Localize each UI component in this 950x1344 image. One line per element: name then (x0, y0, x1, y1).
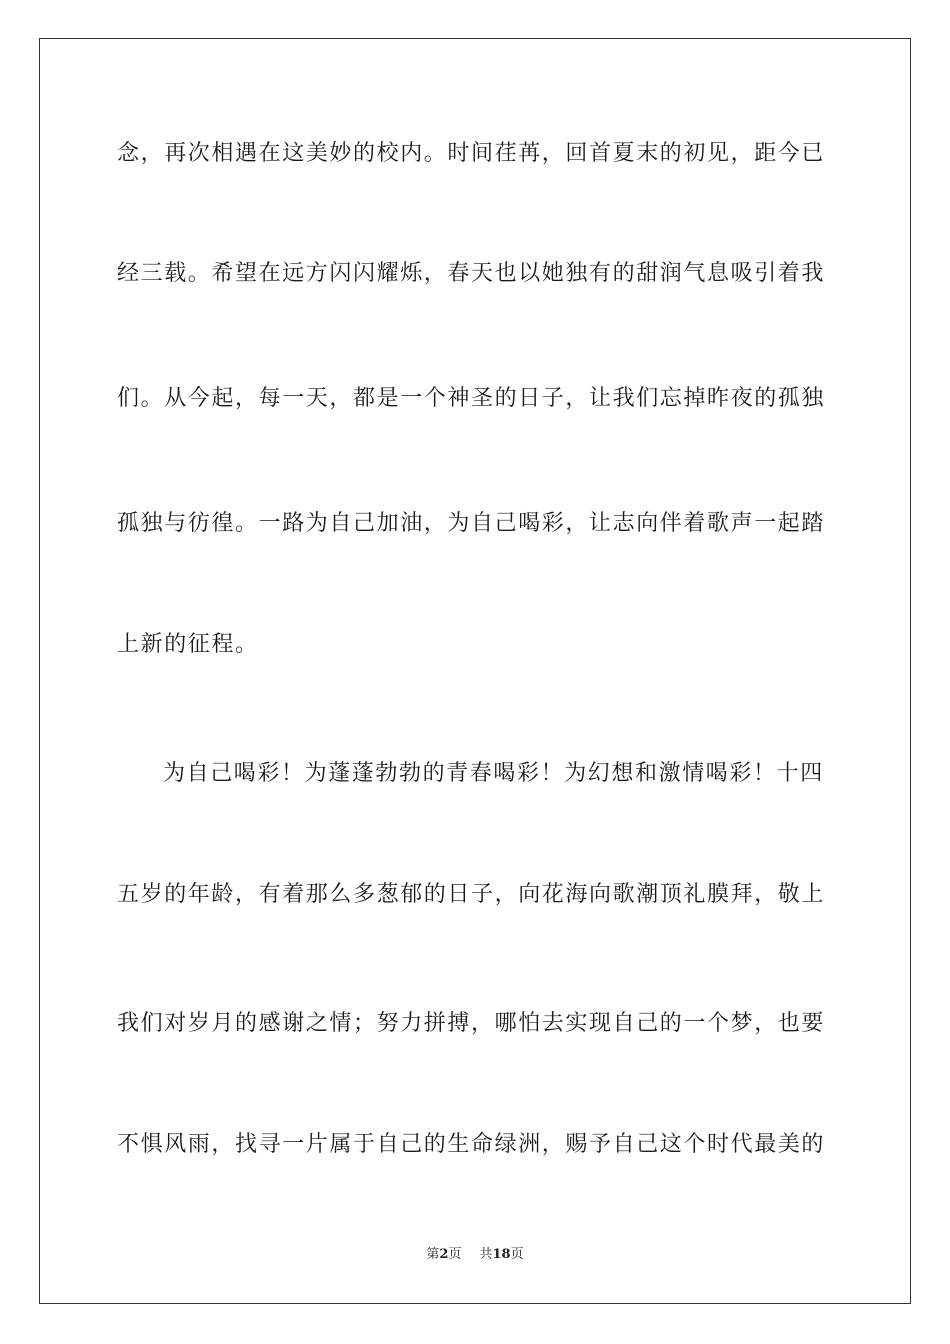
body-text-line: 们。从今起，每一天，都是一个神圣的日子，让我们忘掉昨夜的孤独 (117, 386, 826, 411)
body-text-line: 经三载。希望在远方闪闪耀烁，春天也以她独有的甜润气息吸引着我 (117, 261, 826, 286)
page-label-suffix: 页 (448, 1247, 462, 1262)
total-label-prefix: 共 (479, 1247, 493, 1262)
body-text-line: 孤独与彷徨。一路为自己加油，为自己喝彩，让志向伴着歌声一起踏 (117, 511, 826, 536)
body-text-line: 五岁的年龄，有着那么多葱郁的日子，向花海向歌潮顶礼膜拜，敬上 (117, 882, 826, 907)
body-text-line: 我们对岁月的感谢之情；努力拼搏，哪怕去实现自己的一个梦，也要 (117, 1011, 826, 1036)
total-label-suffix: 页 (510, 1247, 524, 1262)
body-text-line: 上新的征程。 (117, 632, 259, 657)
body-text-line: 不惧风雨，找寻一片属于自己的生命绿洲，赐予自己这个时代最美的 (117, 1132, 826, 1157)
body-text-line: 念，再次相遇在这美妙的校内。时间荏苒，回首夏末的初见，距今已 (117, 141, 826, 166)
paragraph-first-line: 为自己喝彩！为蓬蓬勃勃的青春喝彩！为幻想和激情喝彩！十四 (163, 761, 824, 786)
page-border (39, 38, 911, 1304)
page-label-prefix: 第 (426, 1247, 440, 1262)
total-pages: 18 (492, 1247, 511, 1262)
page-footer (0, 1246, 950, 1264)
page-number: 2 (439, 1247, 449, 1262)
